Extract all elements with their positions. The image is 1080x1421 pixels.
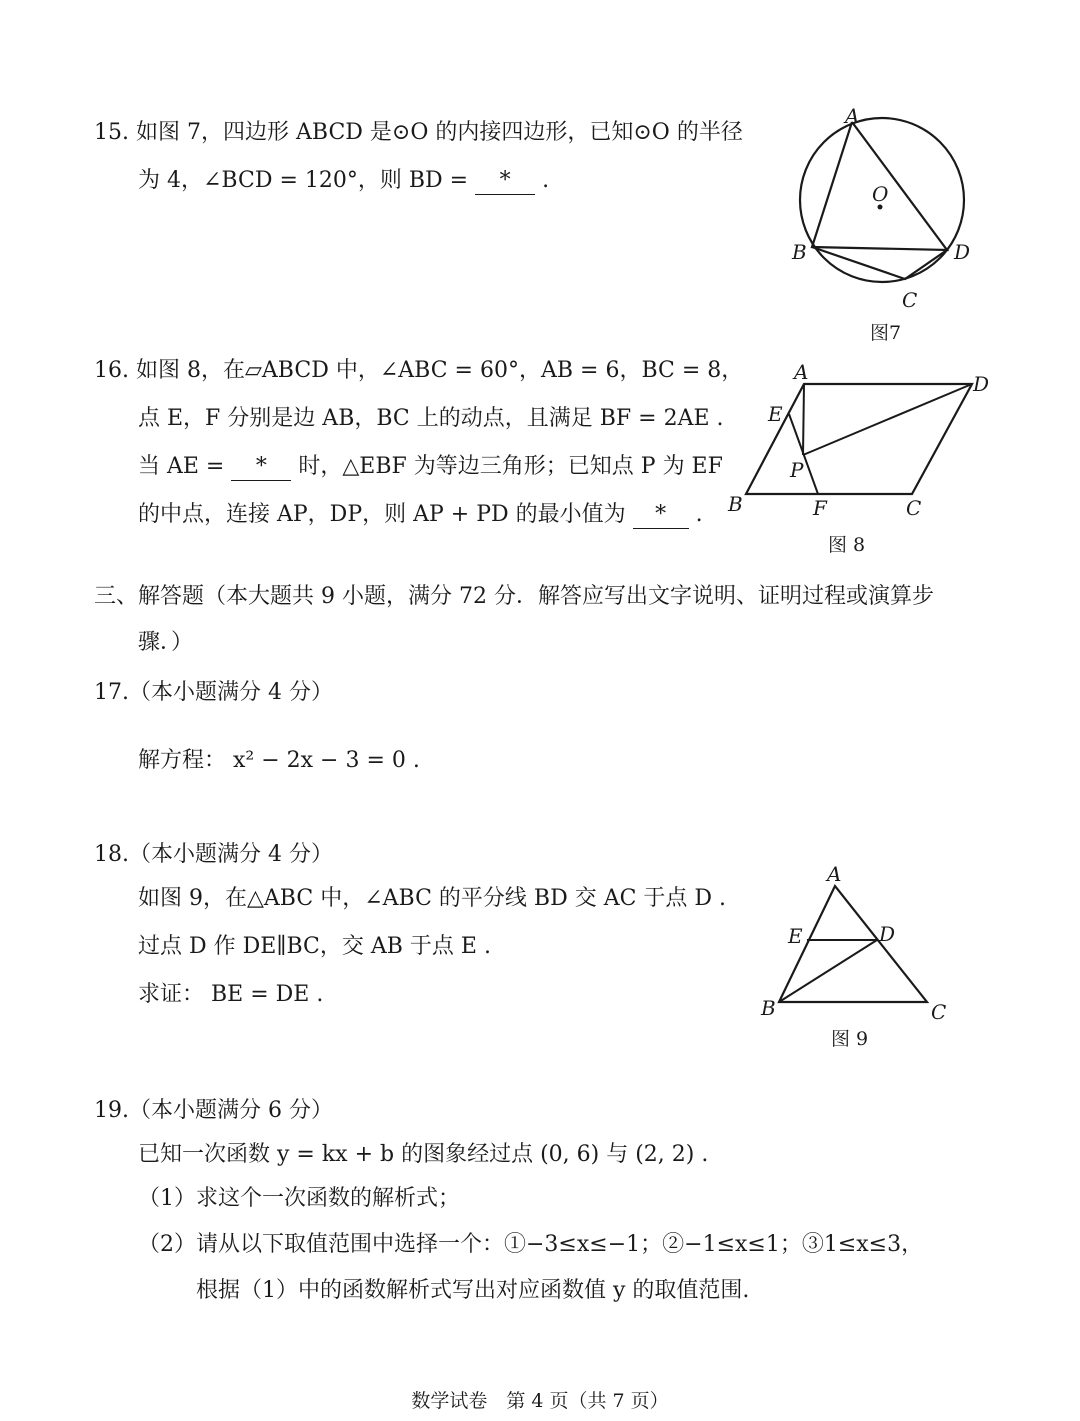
q15-number: 15. bbox=[94, 120, 129, 145]
label-a: A bbox=[794, 360, 809, 384]
figure-9-diagram bbox=[755, 862, 965, 1012]
label-a: A bbox=[827, 862, 842, 886]
label-d: D bbox=[973, 372, 990, 396]
q15-text-line2: 为 4，∠BCD = 120°，则 BD = bbox=[138, 168, 469, 193]
label-e: E bbox=[788, 924, 803, 948]
figure-8-caption: 图 8 bbox=[828, 534, 866, 556]
segment-pd bbox=[803, 384, 972, 455]
label-p: P bbox=[790, 458, 804, 482]
label-c: C bbox=[906, 496, 922, 520]
q16-text-line1: 如图 8，在▱ABCD 中，∠ABC = 60°，AB = 6，BC = 8， bbox=[136, 358, 744, 383]
figure-9 bbox=[755, 862, 965, 1054]
figure-7 bbox=[790, 100, 980, 350]
label-b: B bbox=[728, 492, 743, 516]
q19-header: 19.（本小题满分 6 分） bbox=[94, 1098, 333, 1123]
label-c: C bbox=[902, 288, 918, 312]
figure-7-caption: 图7 bbox=[870, 322, 902, 344]
figure-8 bbox=[720, 358, 1000, 558]
parallelogram-abcd bbox=[746, 384, 972, 494]
q18-line2: 过点 D 作 DE∥BC，交 AB 于点 E . bbox=[138, 934, 491, 959]
section-3-title-cont: 骤．） bbox=[138, 630, 194, 655]
label-d: D bbox=[879, 922, 896, 946]
q17-equation: 解方程： x² − 2x − 3 = 0 . bbox=[138, 748, 420, 773]
page-footer: 数学试卷 第 4 页（共 7 页） bbox=[411, 1390, 669, 1412]
label-e: E bbox=[768, 402, 783, 426]
label-b: B bbox=[761, 996, 776, 1020]
label-d: D bbox=[954, 240, 971, 264]
q19-part2: （2）请从以下取值范围中选择一个：①−3≤x≤−1；②−1≤x≤1；③1≤x≤3， bbox=[138, 1232, 924, 1257]
q18-line3: 求证： BE = DE . bbox=[138, 982, 324, 1007]
q16-line4: 的中点，连接 AP，DP，则 AP + PD 的最小值为 * . bbox=[138, 502, 703, 527]
q19-part1: （1）求这个一次函数的解析式； bbox=[138, 1186, 460, 1211]
q18-header: 18.（本小题满分 4 分） bbox=[94, 842, 333, 867]
segment-ap bbox=[803, 384, 804, 455]
label-a: A bbox=[845, 104, 860, 128]
label-o: O bbox=[872, 182, 889, 206]
q15-line1 bbox=[94, 118, 743, 148]
label-f: F bbox=[813, 496, 827, 520]
segments-bcd bbox=[812, 247, 947, 279]
label-b: B bbox=[792, 240, 807, 264]
q16-line1 bbox=[94, 356, 743, 386]
q18-line1: 如图 9，在△ABC 中，∠ABC 的平分线 BD 交 AC 于点 D . bbox=[138, 886, 727, 911]
label-c: C bbox=[931, 1000, 947, 1024]
q15-answer-blank[interactable]: * bbox=[475, 168, 535, 195]
figure-9-caption: 图 9 bbox=[831, 1028, 869, 1050]
figure-8-diagram bbox=[720, 358, 1000, 508]
section-3-title: 三、解答题（本大题共 9 小题，满分 72 分．解答应写出文字说明、证明过程或演算步 bbox=[94, 584, 934, 609]
q16-answer-blank-2[interactable]: * bbox=[633, 502, 689, 529]
q19-part2-cont: 根据（1）中的函数解析式写出对应函数值 y 的取值范围. bbox=[196, 1278, 750, 1303]
q17-header: 17.（本小题满分 4 分） bbox=[94, 680, 333, 705]
q15-text-line1: 如图 7，四边形 ABCD 是⊙O 的内接四边形，已知⊙O 的半径 bbox=[136, 120, 743, 145]
q16-line2: 点 E，F 分别是边 AB，BC 上的动点，且满足 BF = 2AE . bbox=[138, 406, 724, 431]
q15-line2: 为 4，∠BCD = 120°，则 BD = * . bbox=[138, 168, 550, 193]
q16-line3: 当 AE = * 时，△EBF 为等边三角形；已知点 P 为 EF bbox=[138, 454, 723, 479]
q16-number: 16. bbox=[94, 358, 129, 383]
q16-answer-blank-1[interactable]: * bbox=[231, 454, 291, 481]
q19-line1: 已知一次函数 y = kx + b 的图象经过点 (0, 6) 与 (2, 2) . bbox=[138, 1142, 709, 1167]
